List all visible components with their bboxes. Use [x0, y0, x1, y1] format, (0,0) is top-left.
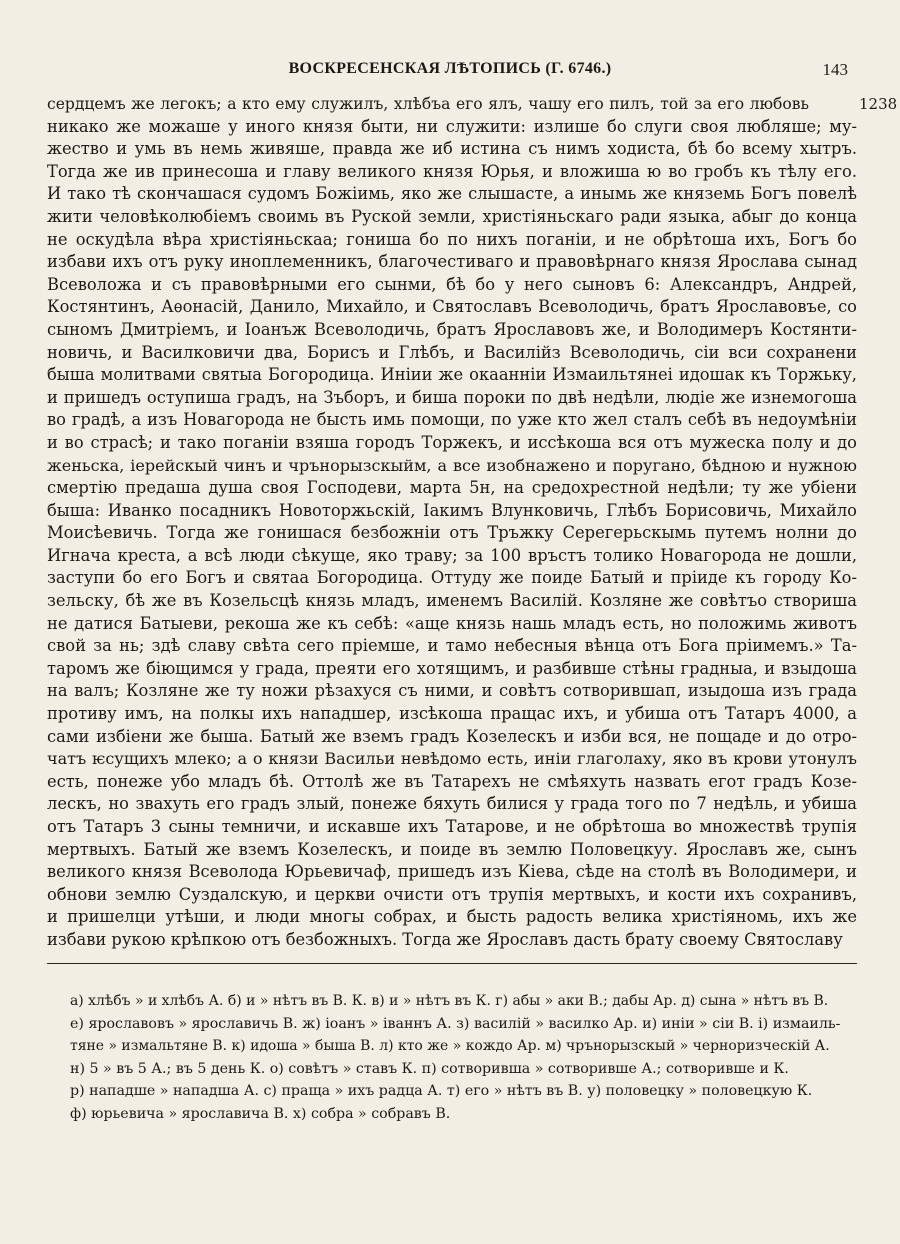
text-line: жити человѣколюбіемъ своимь въ Руской земли, христіяньскаго ради языка, абыг до конца [47, 206, 857, 226]
text-line: заступи бо его Богъ и святаа Богородица. Оттуду же поиде Батый и пріиде къ городу Ко- [47, 568, 857, 588]
main-text [47, 93, 898, 952]
text-line: противу имъ, на полкы ихъ нападшер, изсѣкоша пращас ихъ, и убиша отъ Татаръ 4000, а [47, 704, 857, 724]
text-line: на валъ; Козляне же ту ножи рѣзахуся съ ними, и совѣтъ сотворившап, изыдоша изъ града [47, 681, 857, 701]
text-line: женьска, іерейскый чинъ и чрънорызскыйм, а все изобнажено и поругано, бѣдною и нужною [47, 455, 857, 475]
text-line: Тогда же ив принесоша и главу великого князя Юрья, и вложиша ю во гробъ къ тѣлу его. [47, 161, 857, 181]
running-title: ВОСКРЕСЕНСКАЯ ЛѢТОПИСЬ (Г. 6746.) [288, 60, 612, 77]
footnote-divider [47, 963, 857, 964]
text-line: великого князя Всеволода Юрьевичаф, пришедъ изъ Кіева, сѣде на столѣ въ Володимери, и [47, 862, 857, 882]
text-line: сами избіени же быша. Батый же вземъ градъ Козелескъ и изби вся, не пощаде и до отро- [47, 726, 857, 746]
text-line: быша: Иванко посадникъ Новоторжьскій, Іакимъ Влунковичь, Глѣбъ Борисовичь, Михайло [47, 500, 857, 520]
text-line: быша молитвами святыа Богородица. Иніии же окаанніи Измаильтянеі идошак къ Торжьку, [47, 365, 857, 385]
text-line: мертвыхъ. Батый же вземъ Козелескъ, и поиде въ землю Половецкуу. Ярославъ же, сынъ [47, 839, 857, 859]
text-line: Моисѣевичь. Тогда же гонишася безбожніи отъ Тръжку Серегерьскымь путемъ нолни до [47, 523, 857, 543]
text-line: во градѣ, а изъ Новагорода не бысть имь помощи, по уже кто жел сталъ себѣ въ недоумѣніи [47, 410, 857, 430]
text-line: свой за нь; здѣ славу свѣта сего пріемше, и тамо небесныя вѣнца отъ Бога пріимемъ.» Та- [47, 636, 857, 656]
footnote-line: н) 5 » въ 5 А.; въ 5 день К. о) совѣтъ » ставъ К. п) сотворивша » сотворивше А.; сотворивше и К. [70, 1060, 789, 1077]
text-line: смертію предаша душа своя Господеви, марта 5н, на средохрестной недѣли; ту же убіени [47, 478, 857, 498]
text-line: и пришедъ оступиша градъ, на Зъборъ, и биша пороки по двѣ недѣли, людіе же изнемогоша [47, 387, 857, 407]
text-line: лескъ, но звахуть его градъ злый, понеже бяхуть билися у града того по 7 недѣль, и убиша [47, 794, 857, 814]
footnote-line: тяне » измальтяне В. к) идоша » быша В. л) кто же » кождо Ар. м) чрънорызскый » черноризческій А. [70, 1038, 830, 1054]
text-line: И тако тѣ скончашася судомъ Божіимь, яко же слышасте, а инымь же княземь Богъ повелѣ [47, 184, 857, 204]
text-line: не оскудѣла вѣра христіяньскаа; гониша бо по нихъ поганіи, и не обрѣтоша ихъ, Богъ бо [47, 229, 857, 249]
running-header [40, 60, 860, 86]
text-line: новичь, и Василковичи два, Борисъ и Глѣбъ, и Василійз Всеволодичь, сіи вси сохранени [47, 342, 857, 362]
text-line: Костянтинъ, Аѳонасій, Данило, Михайло, и Святославъ Всеволодичь, братъ Ярославовъе, со [47, 297, 857, 317]
footnote-line: р) нападше » нападша А. с) праща » ихъ радца А. т) его » нѣтъ въ В. у) половецку » половецкую К. [70, 1083, 813, 1099]
text-line: отъ Татаръ 3 сыны темничи, и искавше ихъ Татарове, и не обрѣтоша во множествѣ трупія [47, 817, 857, 836]
text-line: не датися Батыеви, рекоша же къ себѣ: «аще князь нашь младъ есть, но положимь животъ [47, 613, 857, 633]
text-line: и пришелци утѣши, и люди многы собрах, и бысть радость велика христіяномь, ихъ же [47, 907, 857, 927]
footnote-line: е) ярославовъ » ярославичь В. ж) іоанъ » іваннъ А. з) василій » василко Ар. и) иніи » сіи В. і) измаиль- [70, 1015, 841, 1032]
margin-year: 1238 [859, 95, 898, 113]
text-line: никако же можаше у иного князя быти, ни служити: излише бо слуги своя любляше; му- [47, 116, 857, 136]
page-number: 143 [822, 60, 848, 79]
footnotes [70, 990, 840, 1125]
text-line: Игнача креста, а вcѣ люди сѣкуще, яко траву; за 100 връстъ толико Новагорода не дошли, [47, 545, 857, 565]
footnote-line: а) хлѣбъ » и хлѣбъ А. б) и » нѣтъ въ В. К. в) и » нѣтъ въ К. г) абы » аки В.; дабы Ар. д) сына » нѣтъ въ В. [70, 993, 829, 1009]
text-line: избави ихъ отъ руку иноплеменникъ, благочестиваго и правовѣрнаго князя Ярослава сынад [47, 252, 857, 272]
text-line: и во страсѣ; и тако поганіи взяша городъ Торжекъ, и иссѣкоша вся отъ мужеска полу и до [47, 432, 857, 452]
text-line: избави рукою крѣпкою отъ безбожныхъ. Тогда же Ярославъ дасть брату своему Святославу [47, 929, 843, 949]
footnote-line: ф) юрьевича » ярославича В. х) собра » собравъ В. [70, 1105, 451, 1122]
text-line: обнови землю Суздалскую, и церкви очисти отъ трупія мертвыхъ, и кости ихъ сохранивъ, [47, 884, 857, 904]
text-line: чатъ ѥсущихъ млеко; а о князи Васильи невѣдомо есть, иніи глаголаху, яко въ крови утонулъ [47, 749, 857, 769]
text-line: зельску, бѣ же въ Козельсцѣ князь младъ, именемъ Василій. Козляне же совѣтъо створиша [47, 591, 857, 611]
text-line: сердцемъ же легокъ; а кто ему служилъ, хлѣбъа его ялъ, чашу его пилъ, той за его любовь [47, 95, 809, 113]
text-line: Всеволожа и съ правовѣрными его сынми, бѣ бо у него сыновъ 6: Александръ, Андрей, [47, 274, 857, 294]
text-line: есть, понеже убо младъ бѣ. Оттолѣ же въ Татарехъ не смѣяхуть назвать егот градъ Козе- [47, 771, 857, 791]
text-line: жество и умь въ немь живяше, правда же иб истина съ нимъ ходиста, бѣ бо всему хытръ. [47, 139, 857, 159]
text-line: таромъ же біющимся у града, преяти его хотящимъ, и разбивше стѣны градныа, и взыдоша [47, 658, 857, 678]
text-line: сыномъ Дмитріемъ, и Іоанъж Всеволодичь, братъ Ярославовъ же, и Володимеръ Костянти- [47, 319, 857, 339]
